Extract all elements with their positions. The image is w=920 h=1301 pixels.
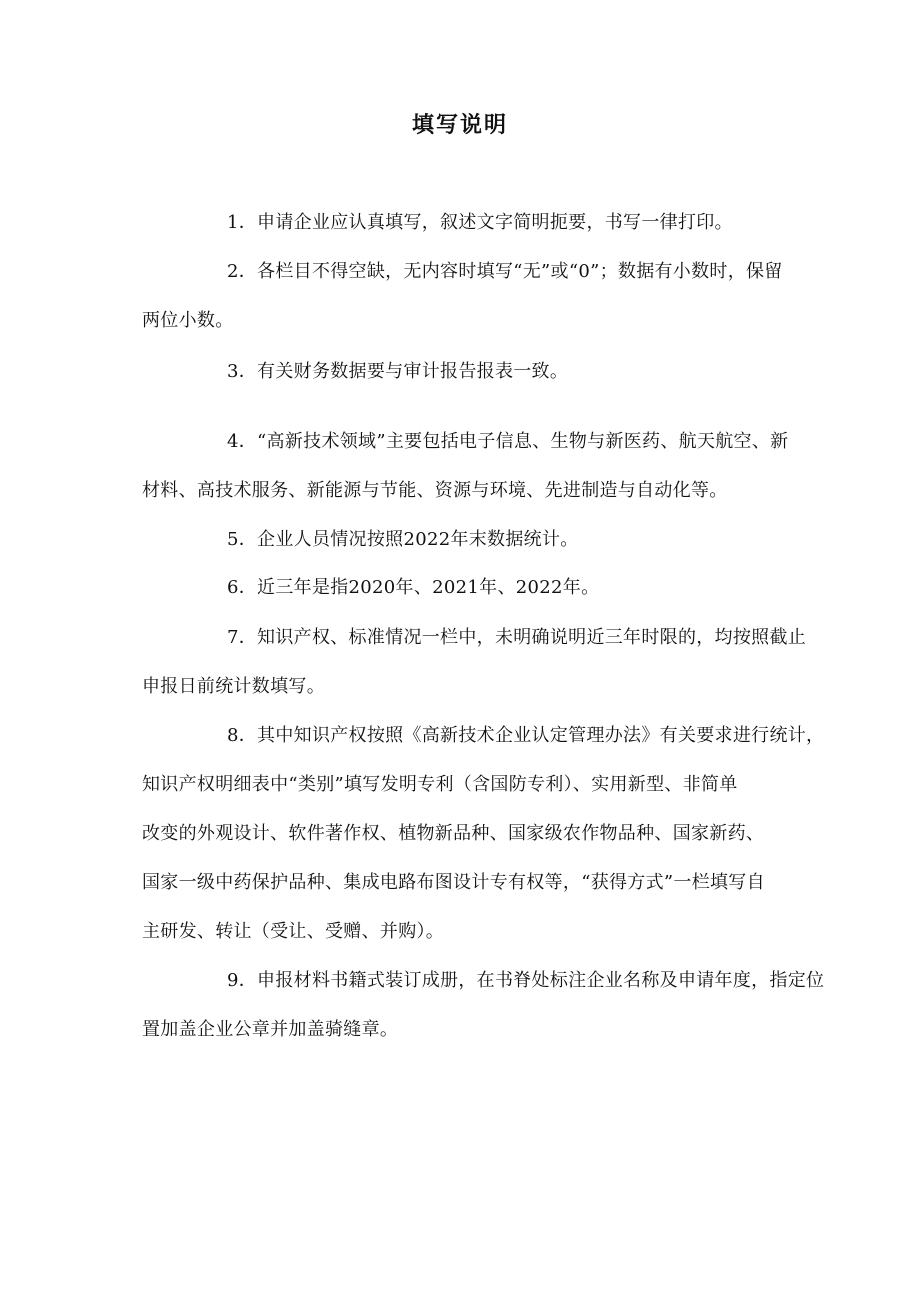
instruction-item-8 [142, 711, 834, 956]
page-title: 填写说明 [411, 113, 508, 138]
instruction-line: 国家一级中药保护品种、集成电路布图设计专有权等，“获得方式”一栏填写自 [142, 872, 765, 893]
instruction-item-2 [142, 247, 834, 345]
instruction-item-4 [142, 417, 834, 515]
instruction-item-1 [142, 198, 834, 247]
instruction-line: 改变的外观设计、软件著作权、植物新品种、国家级农作物品种、国家新药、 [142, 823, 765, 844]
instruction-line: 7．知识产权、标准情况一栏中，未明确说明近三年时限的，均按照截止 [227, 627, 807, 648]
instruction-line: 主研发、转让（受让、受赠、并购）。 [142, 921, 445, 942]
instruction-line: 3．有关财务数据要与审计报告报表一致。 [227, 361, 569, 382]
instruction-item-6 [142, 563, 834, 612]
instruction-line: 知识产权明细表中“类别”填写发明专利（含国防专利）、实用新型、非简单 [142, 774, 738, 795]
instruction-item-7 [142, 613, 834, 711]
instruction-line: 9．申报材料书籍式装订成册，在书脊处标注企业名称及申请年度，指定位 [227, 970, 825, 991]
instruction-line: 8．其中知识产权按照《高新技术企业认定管理办法》有关要求进行统计， [227, 725, 825, 746]
instruction-line: 材料、高技术服务、新能源与节能、资源与环境、先进制造与自动化等。 [142, 480, 728, 501]
instruction-line: 置加盖企业公章并加盖骑缝章。 [142, 1019, 399, 1040]
instruction-line: 1．申请企业应认真填写，叙述文字简明扼要，书写一律打印。 [227, 212, 733, 233]
instruction-line: 5．企业人员情况按照2022年末数据统计。 [227, 529, 579, 550]
instruction-item-5 [142, 515, 834, 564]
instruction-line: 两位小数。 [142, 310, 234, 331]
instruction-line: 6．近三年是指2020年、2021年、2022年。 [227, 577, 600, 598]
instruction-line: 4．“高新技术领域”主要包括电子信息、生物与新医药、航天航空、新 [227, 431, 789, 452]
instruction-item-3 [142, 347, 834, 396]
instruction-line: 2．各栏目不得空缺，无内容时填写“无”或“0”；数据有小数时，保留 [227, 261, 783, 282]
instruction-item-9 [142, 956, 834, 1054]
instruction-line: 申报日前统计数填写。 [142, 676, 325, 697]
